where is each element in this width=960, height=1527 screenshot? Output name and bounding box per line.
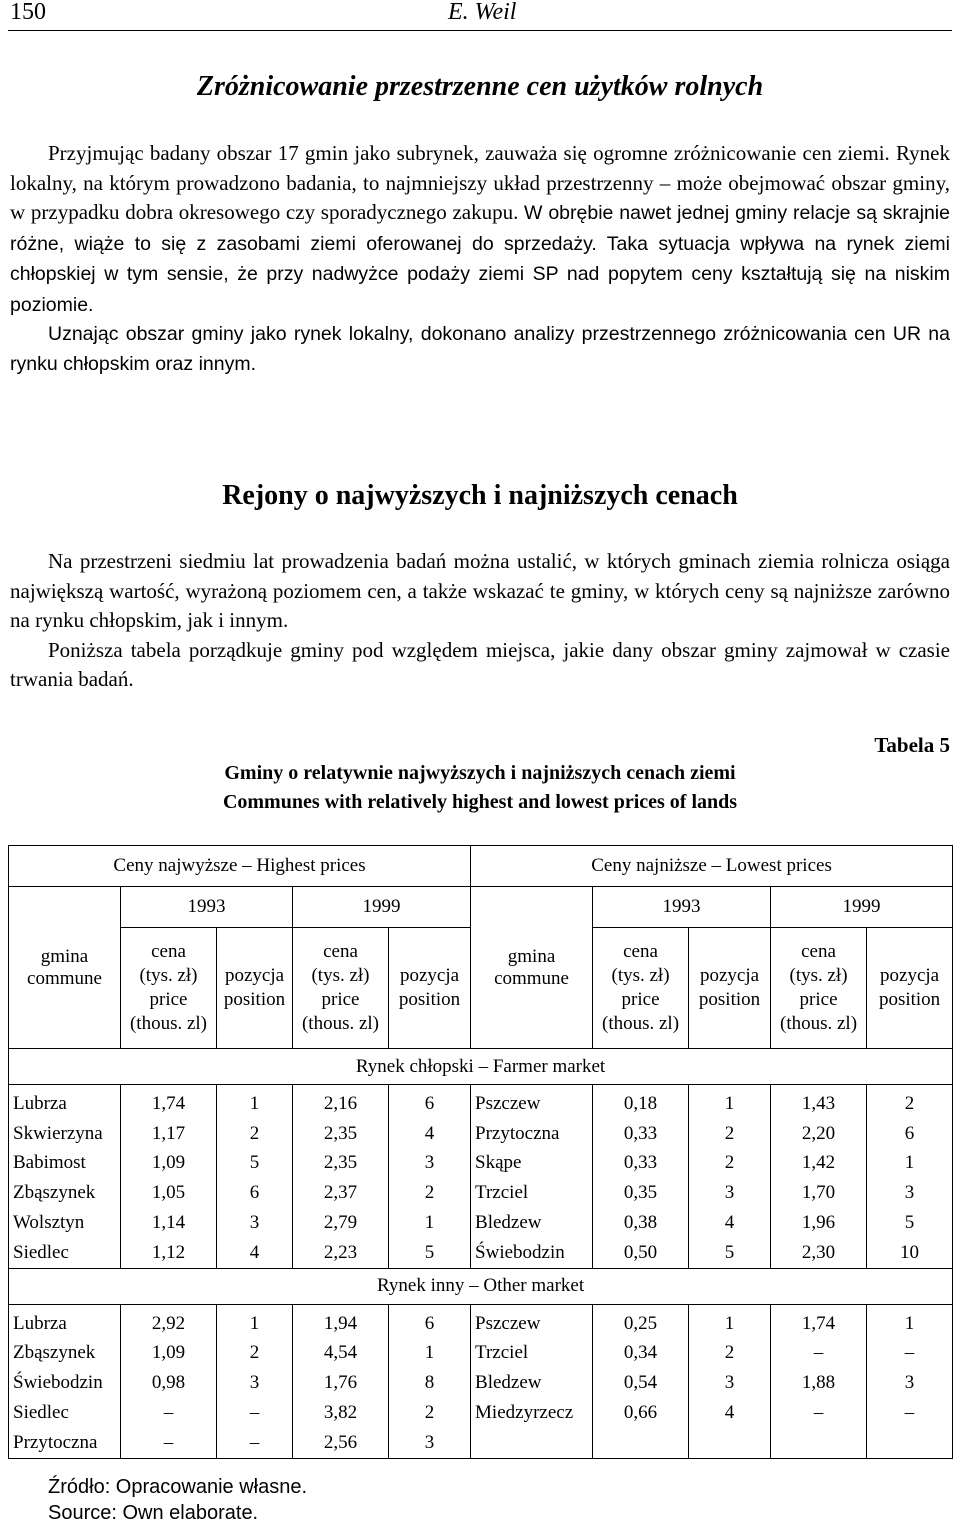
value-cell: 3 bbox=[689, 1178, 771, 1208]
table-row bbox=[9, 1368, 953, 1398]
table-row bbox=[9, 1085, 953, 1119]
header-line: pozycja bbox=[224, 965, 285, 986]
paragraph: Uznając obszar gminy jako rynek lokalny, dokonano analizy przestrzennego zróżnicowania cen UR na rynku chłopskim oraz innym. bbox=[10, 323, 950, 375]
value-cell: 2 bbox=[867, 1085, 953, 1119]
value-cell: 2 bbox=[217, 1339, 293, 1369]
value-cell: 1 bbox=[217, 1304, 293, 1338]
value-cell: 1,09 bbox=[121, 1149, 217, 1179]
table-row bbox=[9, 1398, 953, 1428]
section-heading-spatial-variation: Zróżnicowanie przestrzenne cen użytków rolnych bbox=[196, 71, 764, 102]
source-en: Source: Own elaborate. bbox=[48, 1502, 259, 1524]
value-cell: 0,33 bbox=[593, 1149, 689, 1179]
value-cell: 0,35 bbox=[593, 1178, 689, 1208]
col-header-commune bbox=[9, 887, 121, 1049]
paragraph-part: W obrębie nawet jednej gminy relacje są skrajnie różne, wiąże to się z zasobami ziemi oferowanej do sprzedaży. Taka sytuacja wpływa na rynek ziemi chłopskiej w tym sensie, że przy nadwyżce podaży ziemi SP nad popytem ceny kształtują się na niskim poziomie. bbox=[10, 202, 950, 316]
col-header-position bbox=[689, 928, 771, 1049]
col-header-price bbox=[771, 928, 867, 1049]
col-header-price bbox=[121, 928, 217, 1049]
col-header-price bbox=[593, 928, 689, 1049]
value-cell: 4 bbox=[689, 1208, 771, 1238]
year-header: 1999 bbox=[293, 887, 471, 928]
col-header-commune bbox=[471, 887, 593, 1049]
value-cell bbox=[593, 1428, 689, 1458]
header-line: price bbox=[321, 989, 360, 1010]
value-cell: 1,42 bbox=[771, 1149, 867, 1179]
value-cell bbox=[771, 1428, 867, 1458]
value-cell: 1,74 bbox=[771, 1304, 867, 1338]
header-line: position bbox=[878, 989, 941, 1010]
header-line: position bbox=[698, 989, 761, 1010]
commune-cell: Miedzyrzecz bbox=[471, 1398, 593, 1428]
table-row bbox=[9, 1149, 953, 1179]
value-cell: 6 bbox=[217, 1178, 293, 1208]
value-cell: 2,92 bbox=[121, 1304, 217, 1338]
value-cell: 2 bbox=[689, 1119, 771, 1149]
group-header-highest: Ceny najwyższe – Highest prices bbox=[9, 846, 471, 887]
table-row bbox=[9, 1304, 953, 1338]
commune-cell: Trzciel bbox=[471, 1339, 593, 1369]
commune-cell: Skwierzyna bbox=[9, 1119, 121, 1149]
table-caption bbox=[0, 759, 960, 817]
value-cell: 4,54 bbox=[293, 1339, 389, 1369]
table-row bbox=[9, 1178, 953, 1208]
paragraph-part: Przyjmując badany obszar 17 gmin jako subrynek, zauważa się ogromne zróżnicowanie cen ziemi. Rynek lokalny, na którym prowadzono badania, to najmniejszy układ przestrzenny – może obejmować obszar gminy, w przypadku dobra okresowego czy sporadycznego zakupu. bbox=[10, 141, 950, 224]
value-cell: – bbox=[217, 1398, 293, 1428]
header-line: (tys. zł) bbox=[139, 965, 198, 986]
value-cell: – bbox=[771, 1339, 867, 1369]
header-line: price bbox=[799, 989, 838, 1010]
table-row bbox=[9, 1208, 953, 1238]
value-cell: 0,33 bbox=[593, 1119, 689, 1149]
value-cell: 0,54 bbox=[593, 1368, 689, 1398]
paragraph: Poniższa tabela porządkuje gminy pod względem miejsca, jakie dany obszar gminy zajmował w czasie trwania badań. bbox=[10, 637, 950, 691]
header-line: (thous. zl) bbox=[780, 1013, 858, 1034]
value-cell: 3 bbox=[217, 1368, 293, 1398]
section1-body bbox=[10, 139, 950, 379]
commune-cell: Bledzew bbox=[471, 1368, 593, 1398]
value-cell: 2,35 bbox=[293, 1119, 389, 1149]
commune-cell: Siedlec bbox=[9, 1238, 121, 1268]
commune-cell: Zbąszynek bbox=[9, 1339, 121, 1369]
table-caption-pl: Gminy o relatywnie najwyższych i najniższych cenach ziemi bbox=[224, 762, 736, 784]
running-author: E. Weil bbox=[448, 0, 517, 25]
header-line: gmina bbox=[40, 945, 89, 967]
value-cell: 5 bbox=[217, 1149, 293, 1179]
value-cell: 6 bbox=[867, 1119, 953, 1149]
value-cell: 1 bbox=[389, 1208, 471, 1238]
value-cell: 2,56 bbox=[293, 1428, 389, 1458]
value-cell: – bbox=[867, 1398, 953, 1428]
page-number: 150 bbox=[10, 0, 46, 25]
commune-cell: Świebodzin bbox=[9, 1368, 121, 1398]
commune-cell: Trzciel bbox=[471, 1178, 593, 1208]
value-cell: 10 bbox=[867, 1238, 953, 1268]
section2-body bbox=[10, 547, 950, 695]
value-cell: 3 bbox=[689, 1368, 771, 1398]
value-cell: 1 bbox=[867, 1304, 953, 1338]
other-market-rows bbox=[9, 1304, 953, 1458]
value-cell: 2 bbox=[689, 1339, 771, 1369]
value-cell: 1 bbox=[867, 1149, 953, 1179]
table-row bbox=[9, 1428, 953, 1458]
year-header: 1999 bbox=[771, 887, 953, 928]
market-header-farmer: Rynek chłopski – Farmer market bbox=[9, 1049, 953, 1085]
year-header: 1993 bbox=[593, 887, 771, 928]
value-cell: 3 bbox=[389, 1149, 471, 1179]
commune-cell: Przytoczna bbox=[471, 1119, 593, 1149]
value-cell: 0,50 bbox=[593, 1238, 689, 1268]
table-row bbox=[9, 1119, 953, 1149]
commune-cell: Przytoczna bbox=[9, 1428, 121, 1458]
value-cell: 2 bbox=[389, 1178, 471, 1208]
header-line: position bbox=[398, 989, 461, 1010]
value-cell: 4 bbox=[389, 1119, 471, 1149]
running-header bbox=[8, 0, 952, 31]
header-line: cena bbox=[323, 941, 358, 962]
value-cell: 0,66 bbox=[593, 1398, 689, 1428]
value-cell: 0,34 bbox=[593, 1339, 689, 1369]
value-cell: 1,14 bbox=[121, 1208, 217, 1238]
prices-table bbox=[8, 845, 953, 1459]
value-cell: 1,43 bbox=[771, 1085, 867, 1119]
value-cell bbox=[867, 1428, 953, 1458]
value-cell: 1,76 bbox=[293, 1368, 389, 1398]
header-line: (tys. zł) bbox=[611, 965, 670, 986]
value-cell: 0,25 bbox=[593, 1304, 689, 1338]
value-cell: 5 bbox=[389, 1238, 471, 1268]
value-cell: 1 bbox=[217, 1085, 293, 1119]
paragraph bbox=[10, 139, 950, 320]
value-cell: 1,05 bbox=[121, 1178, 217, 1208]
commune-cell: Świebodzin bbox=[471, 1238, 593, 1268]
commune-cell: Skąpe bbox=[471, 1149, 593, 1179]
value-cell: 3 bbox=[867, 1178, 953, 1208]
header-line: commune bbox=[27, 967, 102, 989]
value-cell: 5 bbox=[867, 1208, 953, 1238]
value-cell: 1,94 bbox=[293, 1304, 389, 1338]
value-cell: 4 bbox=[689, 1398, 771, 1428]
value-cell: 3 bbox=[389, 1428, 471, 1458]
value-cell: 3 bbox=[867, 1368, 953, 1398]
header-line: commune bbox=[494, 967, 569, 989]
commune-cell bbox=[471, 1428, 593, 1458]
table-row bbox=[9, 1339, 953, 1369]
value-cell: 6 bbox=[389, 1304, 471, 1338]
header-line: (tys. zł) bbox=[789, 965, 848, 986]
value-cell: 0,38 bbox=[593, 1208, 689, 1238]
value-cell: 3,82 bbox=[293, 1398, 389, 1428]
value-cell: 0,18 bbox=[593, 1085, 689, 1119]
table-source bbox=[48, 1474, 307, 1526]
value-cell: 8 bbox=[389, 1368, 471, 1398]
header-line: cena bbox=[151, 941, 186, 962]
header-line: price bbox=[149, 989, 188, 1010]
commune-cell: Pszczew bbox=[471, 1304, 593, 1338]
header-line: gmina bbox=[507, 945, 556, 967]
value-cell: 1,09 bbox=[121, 1339, 217, 1369]
value-cell: 2,35 bbox=[293, 1149, 389, 1179]
value-cell: 3 bbox=[217, 1208, 293, 1238]
group-header-lowest: Ceny najniższe – Lowest prices bbox=[471, 846, 953, 887]
commune-cell: Siedlec bbox=[9, 1398, 121, 1428]
value-cell: – bbox=[771, 1398, 867, 1428]
value-cell: 2,37 bbox=[293, 1178, 389, 1208]
value-cell: 1 bbox=[689, 1304, 771, 1338]
value-cell: – bbox=[121, 1398, 217, 1428]
table-row bbox=[9, 1238, 953, 1268]
col-header-position bbox=[867, 928, 953, 1049]
header-line: cena bbox=[623, 941, 658, 962]
value-cell: 2,30 bbox=[771, 1238, 867, 1268]
value-cell: 2 bbox=[689, 1149, 771, 1179]
value-cell: – bbox=[867, 1339, 953, 1369]
commune-cell: Lubrza bbox=[9, 1085, 121, 1119]
commune-cell: Babimost bbox=[9, 1149, 121, 1179]
value-cell: 2,79 bbox=[293, 1208, 389, 1238]
value-cell: 2 bbox=[217, 1119, 293, 1149]
commune-cell: Zbąszynek bbox=[9, 1178, 121, 1208]
header-line: pozycja bbox=[399, 965, 460, 986]
col-header-position bbox=[217, 928, 293, 1049]
col-header-price bbox=[293, 928, 389, 1049]
header-line: pozycja bbox=[880, 965, 940, 986]
farmer-market-rows bbox=[9, 1085, 953, 1269]
col-header-position bbox=[389, 928, 471, 1049]
header-line: (thous. zl) bbox=[301, 1013, 380, 1034]
commune-cell: Bledzew bbox=[471, 1208, 593, 1238]
header-line: (thous. zl) bbox=[602, 1013, 680, 1034]
value-cell: 6 bbox=[389, 1085, 471, 1119]
section-heading-regions: Rejony o najwyższych i najniższych cenach bbox=[222, 480, 738, 511]
paragraph: Na przestrzeni siedmiu lat prowadzenia badań można ustalić, w których gminach ziemia rolnicza osiąga największą wartość, wyrażoną poziomem cen, a także wskazać te gminy, w których ceny są najniższe zarówno na rynku chłopskim, jak i innym. bbox=[10, 549, 950, 632]
header-line: (thous. zl) bbox=[129, 1013, 208, 1034]
value-cell: 1,96 bbox=[771, 1208, 867, 1238]
value-cell: 1,70 bbox=[771, 1178, 867, 1208]
value-cell bbox=[689, 1428, 771, 1458]
value-cell: 1,88 bbox=[771, 1368, 867, 1398]
value-cell: 0,98 bbox=[121, 1368, 217, 1398]
commune-cell: Wolsztyn bbox=[9, 1208, 121, 1238]
table-caption-en: Communes with relatively highest and lowest prices of lands bbox=[222, 791, 738, 813]
value-cell: 2,16 bbox=[293, 1085, 389, 1119]
value-cell: – bbox=[121, 1428, 217, 1458]
year-header: 1993 bbox=[121, 887, 293, 928]
value-cell: 1,17 bbox=[121, 1119, 217, 1149]
header-line: cena bbox=[801, 941, 836, 962]
header-line: position bbox=[223, 989, 286, 1010]
table-number: Tabela 5 bbox=[874, 733, 950, 757]
value-cell: 1,12 bbox=[121, 1238, 217, 1268]
commune-cell: Pszczew bbox=[471, 1085, 593, 1119]
value-cell: 1,74 bbox=[121, 1085, 217, 1119]
value-cell: 1 bbox=[689, 1085, 771, 1119]
value-cell: 2,23 bbox=[293, 1238, 389, 1268]
value-cell: 2,20 bbox=[771, 1119, 867, 1149]
source-pl: Źródło: Opracowanie własne. bbox=[48, 1476, 308, 1498]
value-cell: 4 bbox=[217, 1238, 293, 1268]
header-line: pozycja bbox=[699, 965, 760, 986]
header-line: price bbox=[621, 989, 660, 1010]
value-cell: – bbox=[217, 1428, 293, 1458]
header-line: (tys. zł) bbox=[311, 965, 370, 986]
market-header-other: Rynek inny – Other market bbox=[9, 1268, 953, 1304]
value-cell: 2 bbox=[389, 1398, 471, 1428]
commune-cell: Lubrza bbox=[9, 1304, 121, 1338]
value-cell: 5 bbox=[689, 1238, 771, 1268]
value-cell: 1 bbox=[389, 1339, 471, 1369]
